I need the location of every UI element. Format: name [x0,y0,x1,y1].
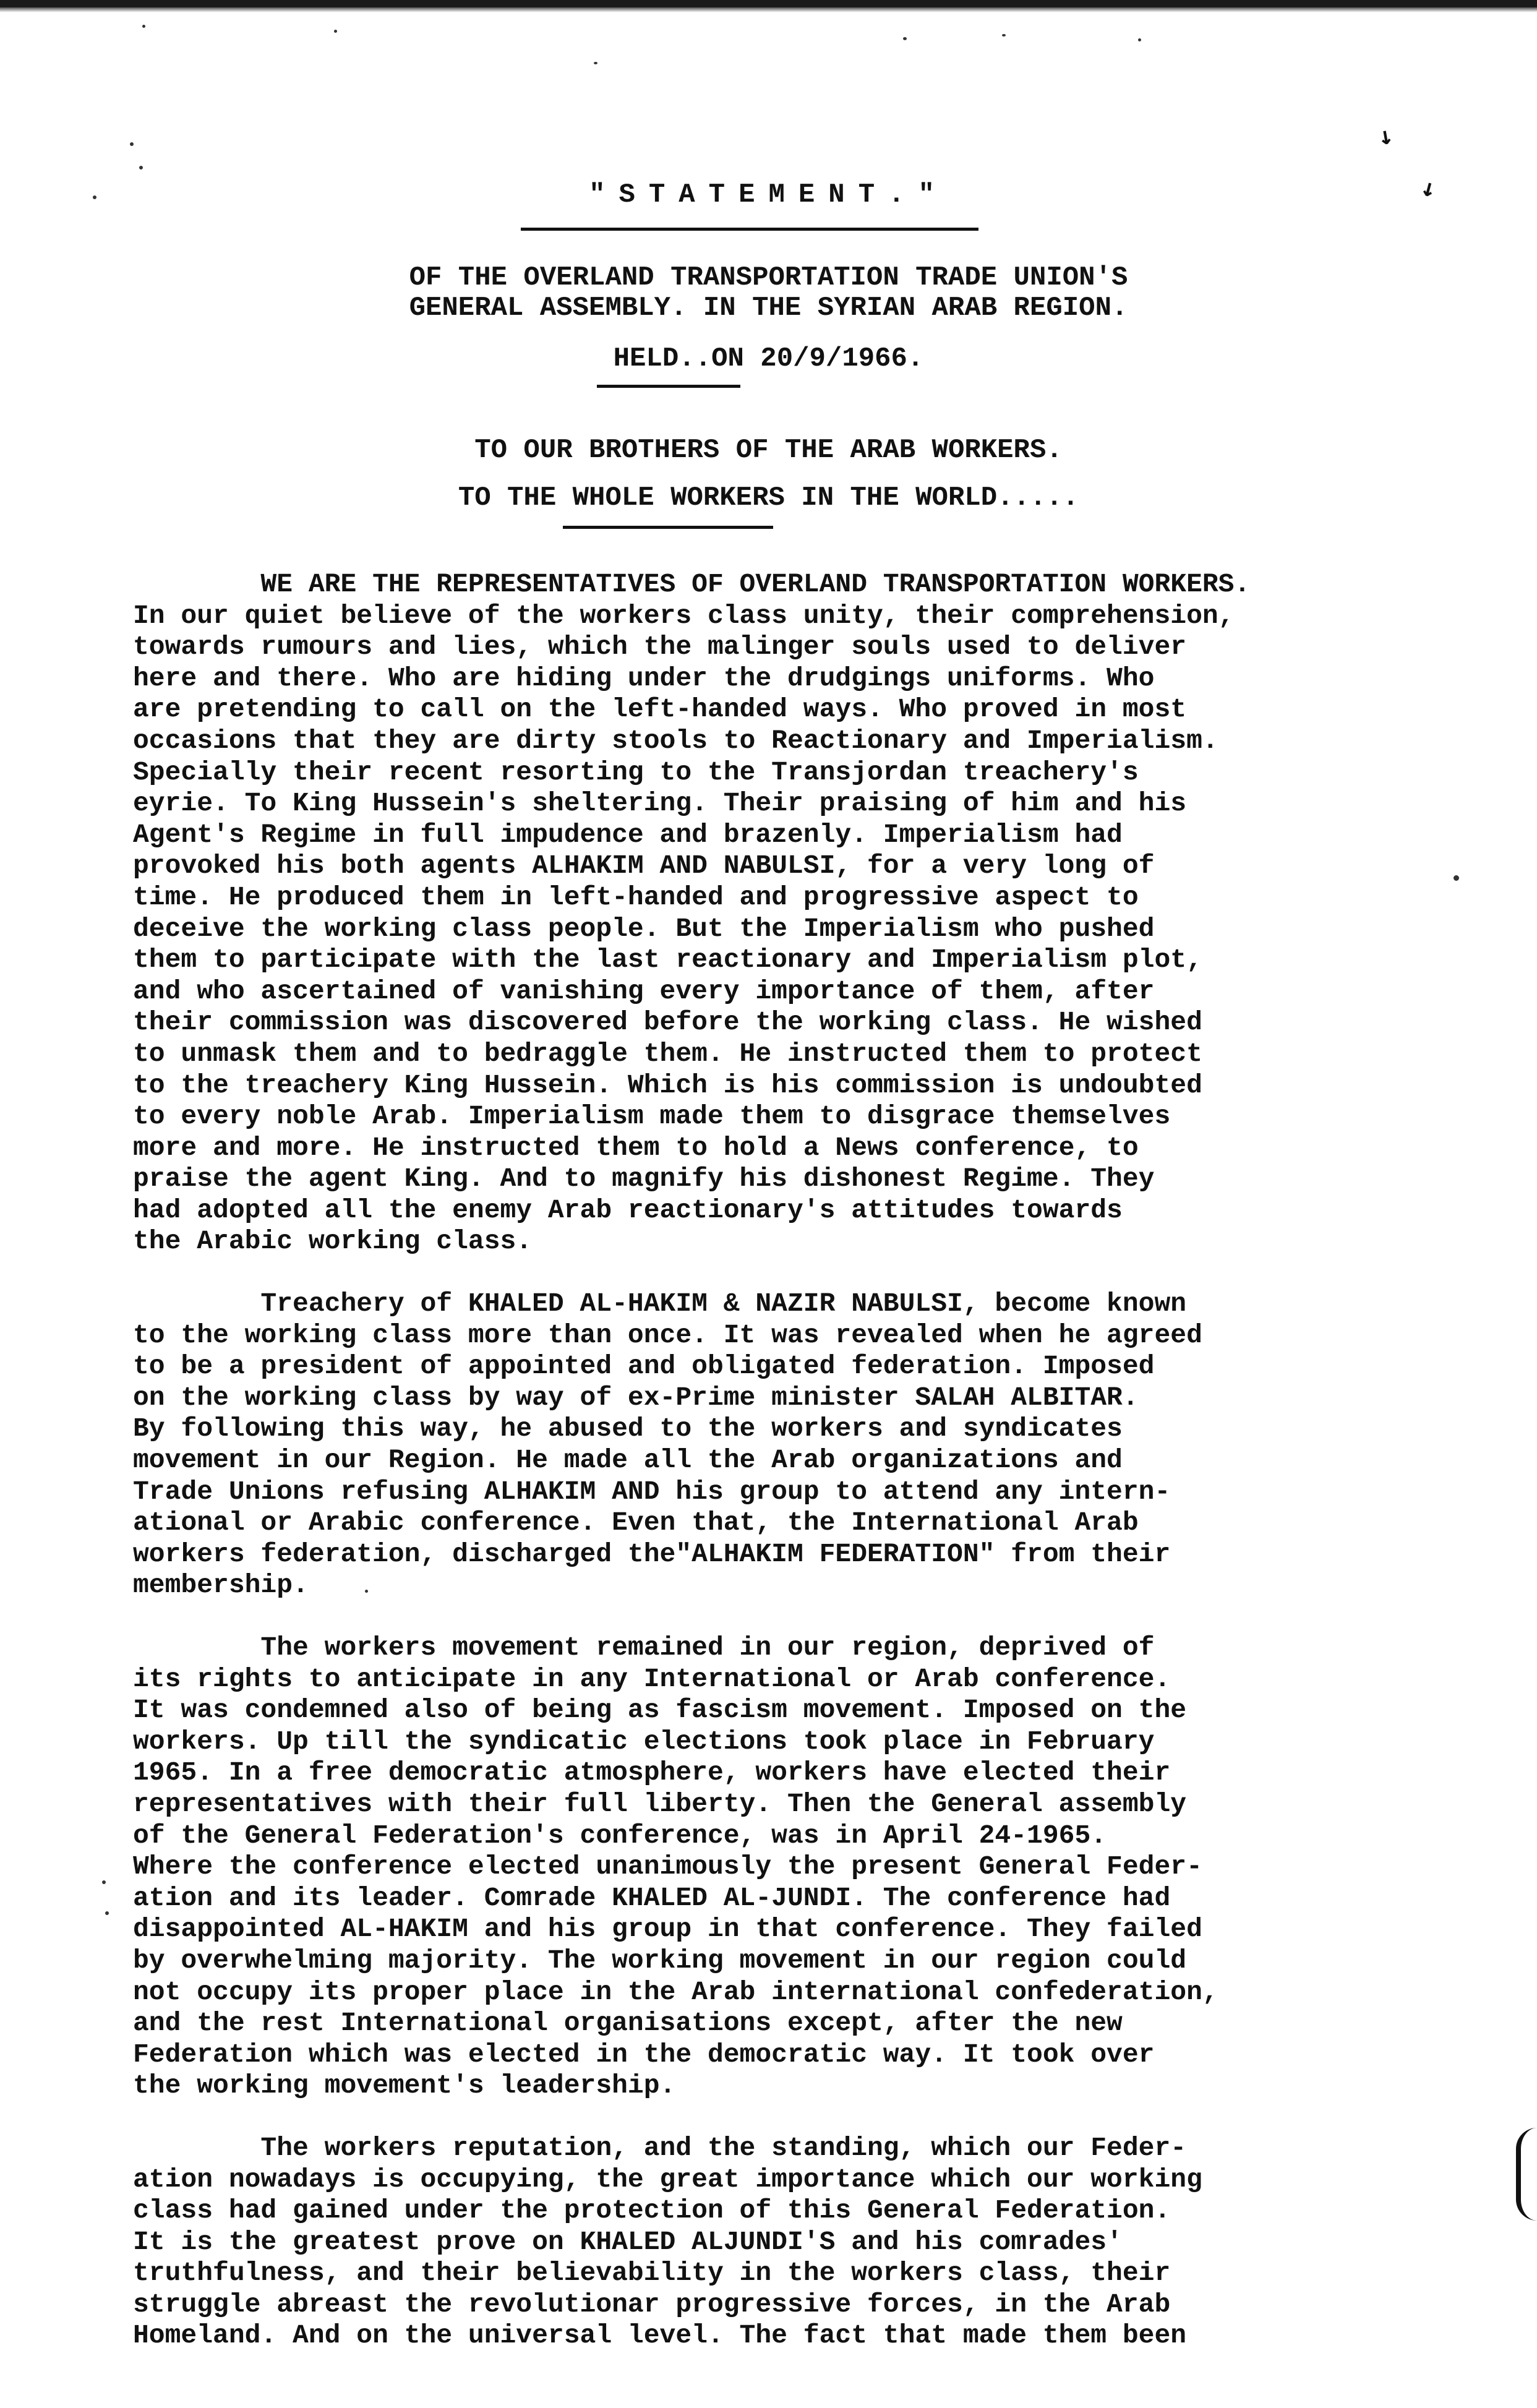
paragraph-line: by overwhelming majority. The working movement in our region could [133,1945,1187,1976]
scan-speck [105,1911,109,1915]
paragraph-line: eyrie. To King Hussein's sheltering. Their praising of him and his [133,788,1187,819]
paragraph-line: its rights to anticipate in any International or Arab conference. [133,1663,1171,1694]
scan-speck [130,142,134,146]
paragraph-line: to the treachery King Hussein. Which is his commission is undoubted [133,1069,1202,1100]
paragraph-line: deceive the working class people. But the Imperialism who pushed [133,913,1155,944]
scan-speck [1002,34,1006,36]
paragraph-line: WE ARE THE REPRESENTATIVES OF OVERLAND TRANSPORTATION WORKERS. [133,569,1251,599]
paragraph-line: representatives with their full liberty. Then the General assembly [133,1788,1187,1819]
scan-corner-mark: ↘ [1413,175,1445,203]
document-title: "STATEMENT." [589,179,948,210]
subtitle-line-2: GENERAL ASSEMBLY. IN THE SYRIAN ARAB REGION. [409,293,1128,323]
paragraph-line: to be a president of appointed and obligated federation. Imposed [133,1351,1155,1382]
paragraph-line: class had gained under the protection of this General Federation. [133,2195,1171,2226]
scan-speck [334,30,337,33]
paragraph-line: In our quiet believe of the workers class unity, their comprehension, [133,600,1235,631]
paragraph-line: time. He produced them in left-handed and progressive aspect to [133,881,1139,912]
scan-speck [1138,38,1141,41]
paragraph-line: and the rest International organisations except, after the new [133,2008,1123,2039]
paragraph-line: had adopted all the enemy Arab reactionary's attitudes towards [133,1194,1123,1225]
scan-speck [594,62,597,64]
paragraph-line: The workers reputation, and the standing, which our Feder- [133,2132,1187,2163]
paragraph-line: praise the agent King. And to magnify his dishonest Regime. They [133,1163,1155,1194]
paragraph-line: occasions that they are dirty stools to Reactionary and Imperialism. [133,725,1218,756]
paragraph [133,569,1444,1258]
paragraph-line: Specially their recent resorting to the Transjordan treachery's [133,756,1139,787]
paragraph-line: ation nowadays is occupying, the great importance which our working [133,2164,1202,2195]
paragraph-line: here and there. Who are hiding under the drudgings uniforms. Who [133,662,1155,693]
paragraph-line: workers. Up till the syndicatic elections took place in February [133,1726,1155,1757]
address-underline [563,526,773,529]
subtitle-line-1: OF THE OVERLAND TRANSPORTATION TRADE UNION'S [409,262,1128,293]
scan-top-shadow [0,7,1537,12]
paragraph-line: of the General Federation's conference, was in April 24-1965. [133,1820,1107,1851]
paragraph-line: The workers movement remained in our region, deprived of [133,1632,1155,1663]
scan-corner-mark: ↘ [1372,121,1400,153]
paragraph-line: It was condemned also of being as fascism movement. Imposed on the [133,1695,1187,1726]
paragraph-spacer [133,2102,1444,2133]
paragraph [133,1632,1444,2102]
paragraph-line: to every noble Arab. Imperialism made them to disgrace themselves [133,1101,1171,1132]
paragraph-line: 1965. In a free democratic atmosphere, workers have elected their [133,1757,1171,1788]
paragraph-line: to unmask them and to bedraggle them. He instructed them to protect [133,1038,1202,1069]
paragraph-line: towards rumours and lies, which the malinger souls used to deliver [133,632,1187,662]
scan-speck [142,25,145,28]
paragraph-line: Federation which was elected in the democratic way. It took over [133,2039,1155,2070]
paragraph-spacer [133,1258,1444,1288]
paragraph-line: to the working class more than once. It was revealed when he agreed [133,1319,1202,1350]
title-underline [521,228,978,231]
paragraph-line: membership. [133,1570,309,1601]
paragraph-line: the working movement's leadership. [133,2070,676,2101]
paragraph-line: more and more. He instructed them to hold a News conference, to [133,1132,1139,1163]
scan-speck [139,166,143,169]
held-on-date: HELD..ON 20/9/1966. [613,343,924,374]
scan-speck [1454,875,1459,881]
paragraph-line: truthfulness, and their believability in the workers class, their [133,2258,1171,2289]
scan-speck [102,1880,106,1884]
address-line-2: TO THE WHOLE WORKERS IN THE WORLD..... [458,482,1079,513]
paragraph-line: It is the greatest prove on KHALED ALJUNDI'S and his comrades' [133,2226,1123,2257]
paragraph-line: Homeland. And on the universal level. The fact that made them been [133,2320,1187,2351]
paragraph [133,1288,1444,1601]
address-line-1: TO OUR BROTHERS OF THE ARAB WORKERS. [474,435,1063,466]
paragraph-line: movement in our Region. He made all the Arab organizations and [133,1445,1123,1476]
paragraph-line: disappointed AL-HAKIM and his group in that conference. They failed [133,1914,1202,1945]
scan-top-edge [0,0,1537,7]
paragraph-line: on the working class by way of ex-Prime minister SALAH ALBITAR. [133,1382,1139,1413]
paragraph-line: Treachery of KHALED AL-HAKIM & NAZIR NABULSI, become known [133,1288,1187,1319]
paragraph-line: them to participate with the last reactionary and Imperialism plot, [133,945,1202,975]
paragraph-line: not occupy its proper place in the Arab international confederation, [133,1976,1218,2007]
paragraph-line: and who ascertained of vanishing every importance of them, after [133,975,1155,1006]
statement-body [133,569,1444,2352]
paragraph-line: Agent's Regime in full impudence and brazenly. Imperialism had [133,819,1123,850]
paragraph-line: their commission was discovered before the working class. He wished [133,1007,1202,1038]
paragraph-line: the Arabic working class. [133,1226,533,1257]
paragraph-line: provoked his both agents ALHAKIM AND NABULSI, for a very long of [133,851,1155,881]
held-on-underline [597,385,740,388]
paragraph-line: Where the conference elected unanimously the present General Feder- [133,1851,1202,1882]
paragraph-line: struggle abreast the revolutionar progressive forces, in the Arab [133,2289,1171,2320]
paragraph [133,2133,1444,2352]
scan-margin-mark [1516,2128,1537,2221]
paragraph-line: ational or Arabic conference. Even that, the International Arab [133,1507,1139,1538]
paragraph-line: Trade Unions refusing ALHAKIM AND his group to attend any intern- [133,1476,1171,1507]
paragraph-line: ation and its leader. Comrade KHALED AL-JUNDI. The conference had [133,1882,1171,1913]
paragraph-line: workers federation, discharged the"ALHAKIM FEDERATION" from their [133,1538,1171,1569]
paragraph-line: By following this way, he abused to the workers and syndicates [133,1413,1123,1444]
paragraph-line: are pretending to call on the left-handed ways. Who proved in most [133,694,1187,725]
scan-speck [903,37,907,40]
paragraph-spacer [133,1601,1444,1632]
